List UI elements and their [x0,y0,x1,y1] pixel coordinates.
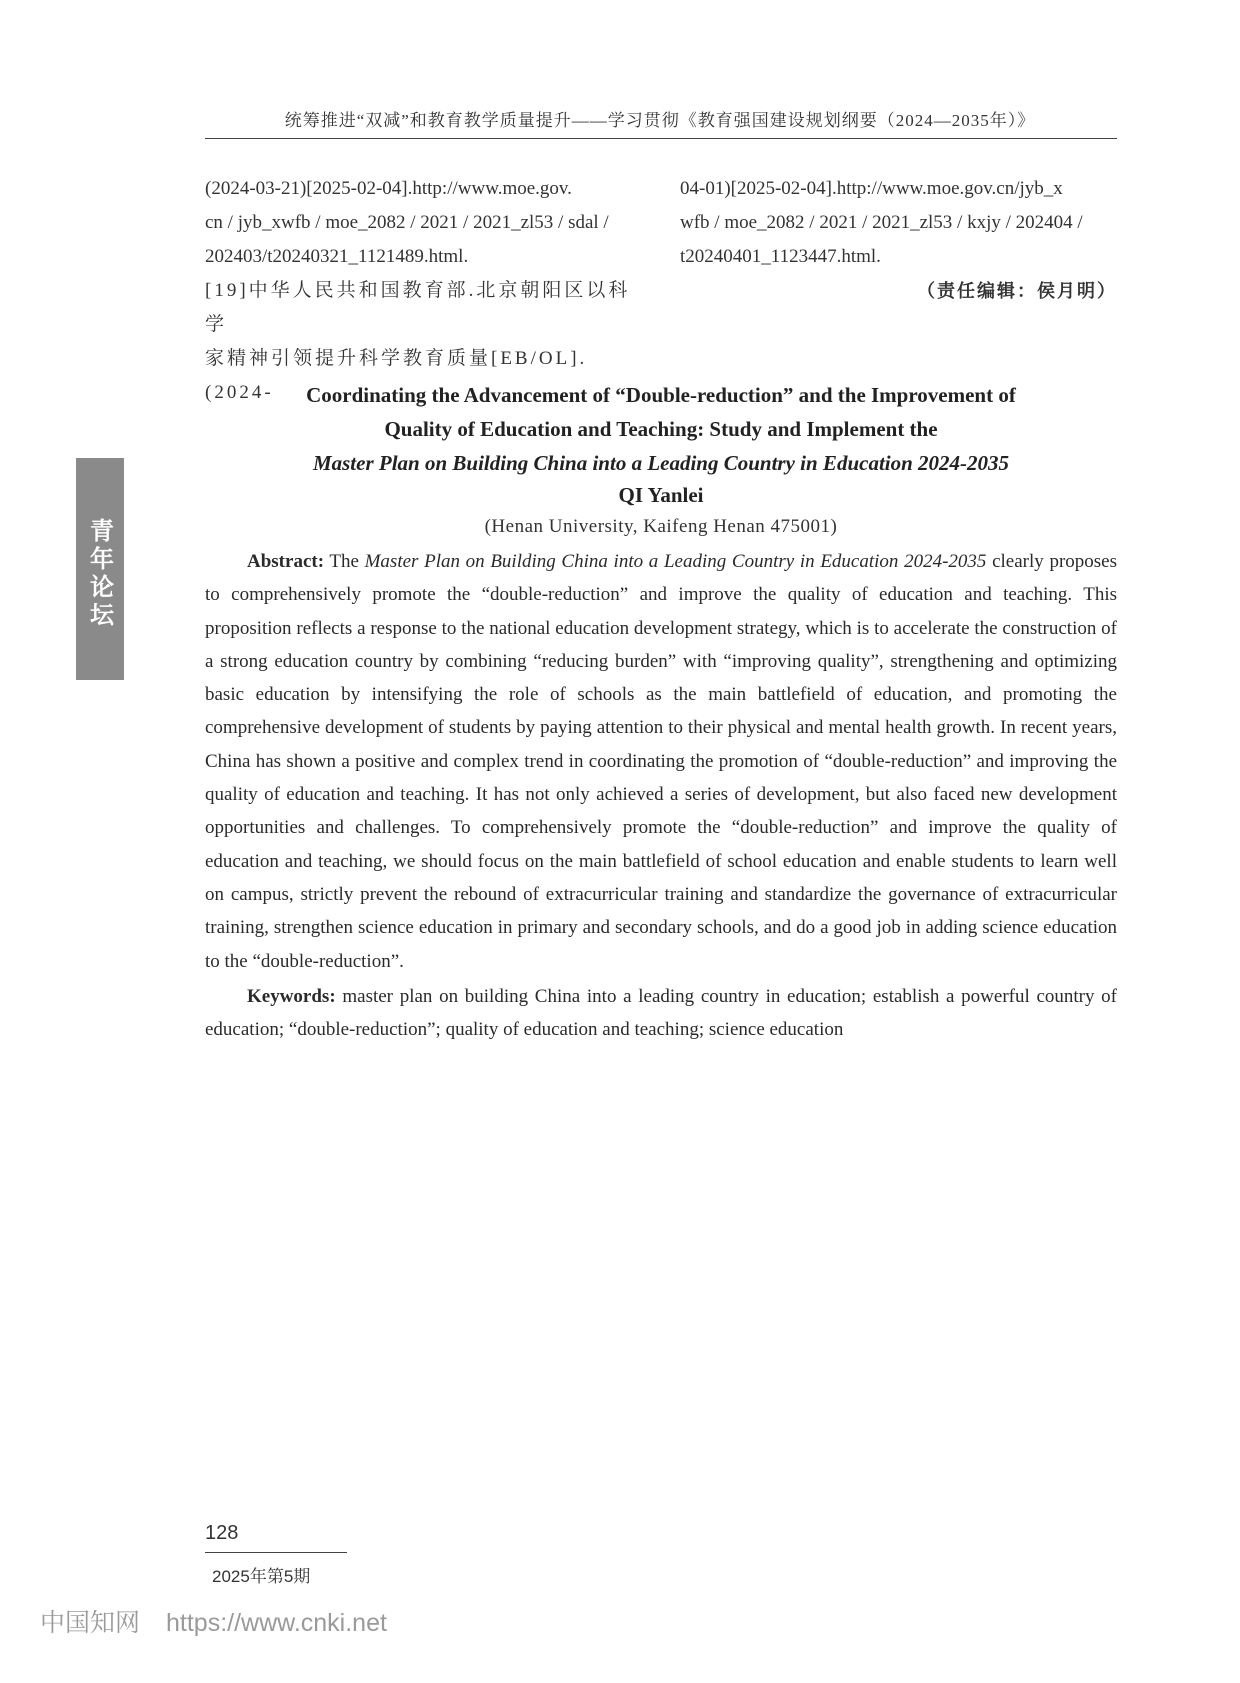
section-side-tab-label: 青年论坛 [85,518,114,630]
english-title-block [205,378,1117,544]
footer-rule [205,1552,347,1553]
reference-line: 202403/t20240321_1121489.html. [205,246,469,267]
references-right-column [680,172,1117,308]
section-side-tab [76,458,124,680]
abstract-plan-title: Master Plan on Building China into a Leading Country in Education 2024-2035 [364,551,987,572]
title-line-3: Master Plan on Building China into a Leading Country in Education 2024-2035 [312,451,1010,475]
cnki-watermark [40,1603,387,1639]
references-left-column [205,172,640,410]
title-line-2: Quality of Education and Teaching: Study and Implement the [384,417,938,441]
running-header: 统筹推进“双减”和教育教学质量提升——学习贯彻《教育强国建设规划纲要（2024—2035年）》 [284,111,1036,130]
reference-line: t20240401_1123447.html. [680,246,881,267]
keywords-paragraph [205,980,1117,1047]
responsible-editor: （责任编辑：侯月明） [917,281,1117,301]
page-number: 128 [205,1522,239,1544]
abstract-label: Abstract: [247,551,325,572]
watermark-url: https://www.cnki.net [166,1609,387,1637]
watermark-brand: 中国知网 [40,1609,141,1637]
reference-line: [19]中华人民共和国教育部.北京朝阳区以科学 [205,280,631,335]
author-affiliation: (Henan University, Kaifeng Henan 475001) [484,516,838,537]
reference-line: wfb / moe_2082 / 2021 / 2021_zl53 / kxjy / 202404 / [680,212,1083,233]
reference-line: 04-01)[2025-02-04].http://www.moe.gov.cn/jyb_x [680,178,1063,199]
abstract-paragraph [205,545,1117,978]
abstract-body: clearly proposes to comprehensively promote the “double-reduction” and improve the quality of education and teaching. This proposition reflects a response to the national education development strategy, which is to accelerate the construction of a strong education country by combining “reducing burden” with “improving quality”, strengthening and optimizing basic education by intensifying the role of schools as the main battlefield of education, and promoting the comprehensive development of students by paying attention to their physical and mental health growth. In recent years, China has shown a positive and complex trend in coordinating the promotion of “double-reduction” and improving the quality of education and teaching. It has not only achieved a series of development, but also faced new development opportunities and challenges. To comprehensively promote the “double-reduction” and improve the quality of education and teaching, we should focus on the main battlefield of school education and enable students to learn well on campus, strictly prevent the rebound of extracurricular training and standardize the governance of extracurricular training, strengthen science education in primary and secondary schools, and do a good job in adding science education to the “double-reduction”. [205,551,1117,972]
reference-line: 家精神引领提升科学教育质量[EB/OL].(2024- [205,348,588,403]
keywords-label: Keywords: [247,985,336,1007]
reference-line: cn / jyb_xwfb / moe_2082 / 2021 / 2021_zl53 / sdal / [205,212,609,233]
header-rule [205,138,1117,139]
title-line-1: Coordinating the Advancement of “Double-reduction” and the Improvement of [306,383,1016,407]
abstract-section [205,545,1117,1046]
author-name: QI Yanlei [618,483,704,507]
abstract-lead: The [329,551,359,572]
reference-line: (2024-03-21)[2025-02-04].http://www.moe.gov. [205,178,572,199]
issue-label: 2025年第5期 [212,1567,311,1586]
keywords-text: master plan on building China into a leading country in education; establish a powerful country of education; “double-reduction”; quality of education and teaching; science education [205,985,1118,1041]
